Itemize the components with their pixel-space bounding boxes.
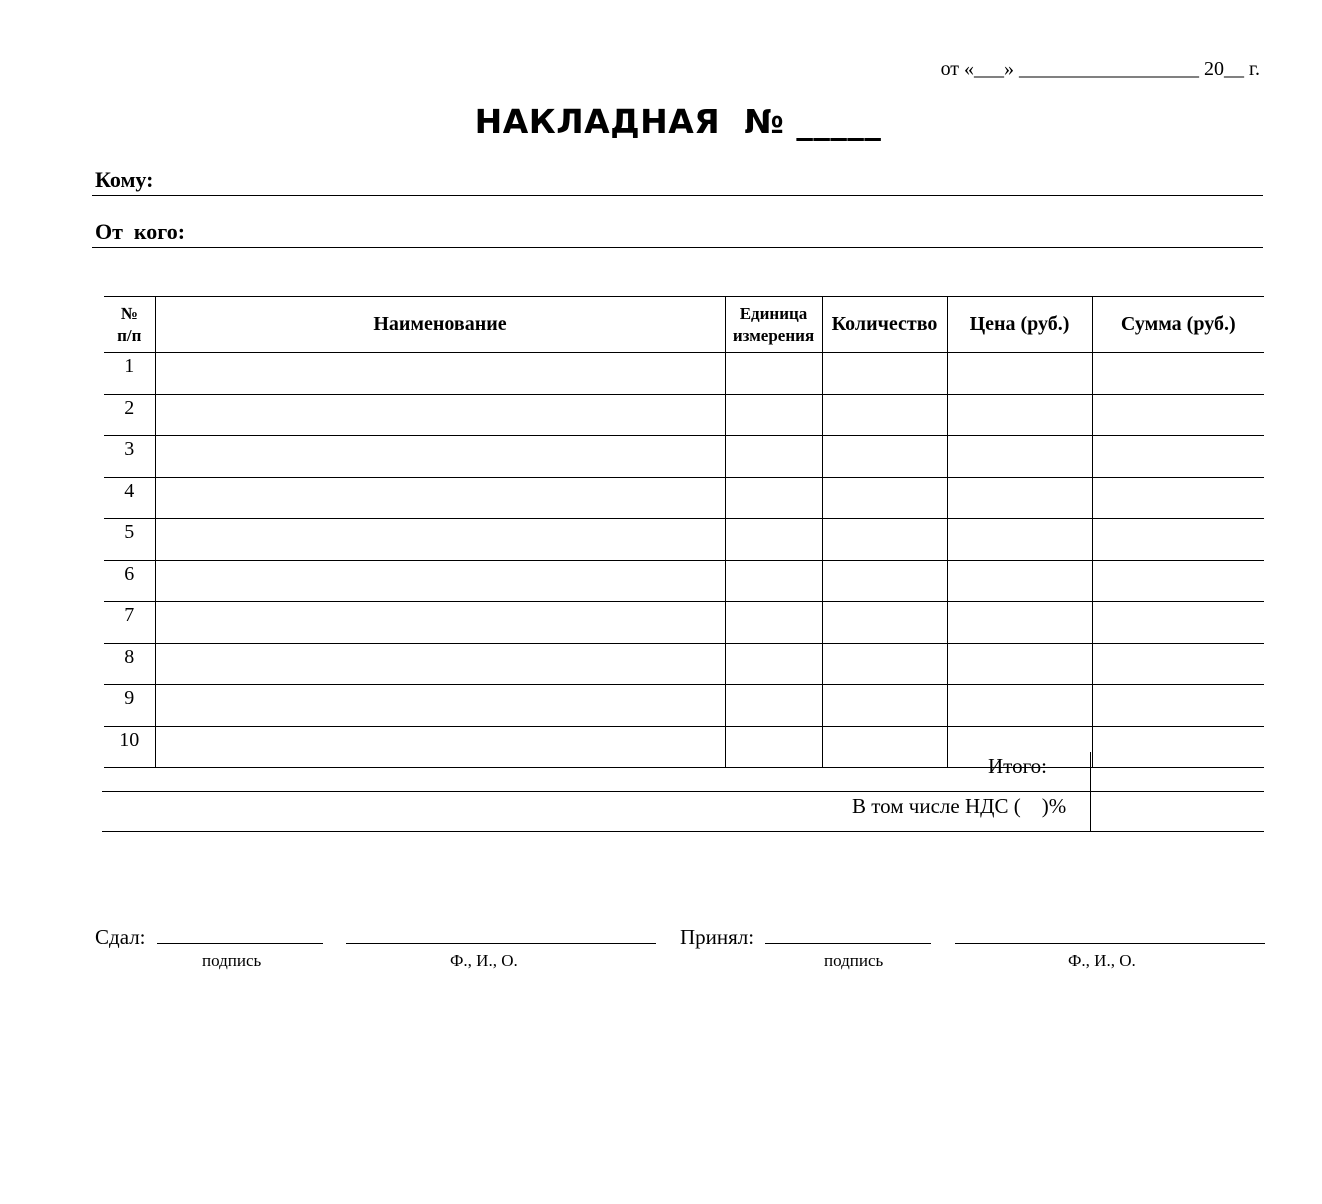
row-unit-cell[interactable] bbox=[725, 519, 822, 561]
document-title: НАКЛАДНАЯ № _____ bbox=[474, 102, 882, 141]
row-sum-cell[interactable] bbox=[1092, 353, 1264, 395]
row-unit-cell[interactable] bbox=[725, 560, 822, 602]
row-quantity-cell[interactable] bbox=[822, 519, 947, 561]
handed-signature-line bbox=[95, 925, 656, 950]
row-sum-cell[interactable] bbox=[1092, 436, 1264, 478]
col-header-price: Цена (руб.) bbox=[947, 297, 1092, 353]
col-unit-line1: Единица bbox=[739, 303, 808, 323]
vat-label: В том числе НДС ( )% bbox=[852, 794, 1067, 818]
row-price-cell[interactable] bbox=[947, 685, 1092, 727]
row-number-cell: 9 bbox=[104, 685, 155, 727]
row-sum-cell[interactable] bbox=[1092, 560, 1264, 602]
table-row bbox=[104, 436, 1264, 478]
accepted-signature-blank[interactable] bbox=[765, 927, 931, 944]
vat-row bbox=[102, 792, 1264, 832]
row-quantity-cell[interactable] bbox=[822, 436, 947, 478]
row-sum-cell[interactable] bbox=[1092, 685, 1264, 727]
row-number-cell: 6 bbox=[104, 560, 155, 602]
table-row bbox=[104, 643, 1264, 685]
row-unit-cell[interactable] bbox=[725, 353, 822, 395]
table-row bbox=[104, 560, 1264, 602]
row-number-cell: 2 bbox=[104, 394, 155, 436]
row-sum-cell[interactable] bbox=[1092, 519, 1264, 561]
items-table bbox=[104, 296, 1264, 768]
row-number-cell: 1 bbox=[104, 353, 155, 395]
col-header-sum: Сумма (руб.) bbox=[1092, 297, 1264, 353]
sender-label: От кого: bbox=[95, 219, 186, 244]
row-number-cell: 10 bbox=[104, 726, 155, 768]
row-quantity-cell[interactable] bbox=[822, 353, 947, 395]
row-quantity-cell[interactable] bbox=[822, 602, 947, 644]
row-name-cell[interactable] bbox=[155, 353, 725, 395]
row-sum-cell[interactable] bbox=[1092, 643, 1264, 685]
col-header-name: Наименование bbox=[155, 297, 725, 353]
handed-signature-blank[interactable] bbox=[157, 927, 323, 944]
handed-label: Сдал: bbox=[95, 925, 146, 949]
total-row bbox=[102, 752, 1264, 792]
row-quantity-cell[interactable] bbox=[822, 394, 947, 436]
row-name-cell[interactable] bbox=[155, 519, 725, 561]
row-price-cell[interactable] bbox=[947, 519, 1092, 561]
totals-block bbox=[102, 752, 1264, 832]
row-name-cell[interactable] bbox=[155, 560, 725, 602]
table-row bbox=[104, 477, 1264, 519]
row-price-cell[interactable] bbox=[947, 643, 1092, 685]
table-header-row bbox=[104, 297, 1264, 353]
row-quantity-cell[interactable] bbox=[822, 560, 947, 602]
col-header-quantity: Количество bbox=[822, 297, 947, 353]
vat-value-cell[interactable] bbox=[1090, 792, 1264, 831]
table-row bbox=[104, 602, 1264, 644]
row-name-cell[interactable] bbox=[155, 394, 725, 436]
row-number-cell: 7 bbox=[104, 602, 155, 644]
row-price-cell[interactable] bbox=[947, 394, 1092, 436]
document-date-line: от «___» __________________ 20__ г. bbox=[940, 58, 1260, 80]
row-name-cell[interactable] bbox=[155, 643, 725, 685]
col-number-line1: № bbox=[120, 303, 138, 323]
row-price-cell[interactable] bbox=[947, 602, 1092, 644]
row-number-cell: 4 bbox=[104, 477, 155, 519]
handed-name-blank[interactable] bbox=[346, 927, 656, 944]
row-quantity-cell[interactable] bbox=[822, 477, 947, 519]
row-name-cell[interactable] bbox=[155, 436, 725, 478]
col-header-unit bbox=[725, 297, 822, 353]
recipient-label: Кому: bbox=[95, 167, 154, 192]
table-row bbox=[104, 394, 1264, 436]
handed-name-caption: Ф., И., О. bbox=[450, 951, 518, 970]
row-number-cell: 5 bbox=[104, 519, 155, 561]
handed-signature-caption: подпись bbox=[202, 951, 262, 970]
row-sum-cell[interactable] bbox=[1092, 477, 1264, 519]
accepted-signature-line bbox=[680, 925, 1265, 950]
row-unit-cell[interactable] bbox=[725, 602, 822, 644]
table-row bbox=[104, 685, 1264, 727]
table-row bbox=[104, 353, 1264, 395]
row-sum-cell[interactable] bbox=[1092, 394, 1264, 436]
table-row bbox=[104, 519, 1264, 561]
row-name-cell[interactable] bbox=[155, 685, 725, 727]
row-quantity-cell[interactable] bbox=[822, 643, 947, 685]
row-name-cell[interactable] bbox=[155, 602, 725, 644]
col-header-number bbox=[104, 297, 155, 353]
row-unit-cell[interactable] bbox=[725, 477, 822, 519]
row-sum-cell[interactable] bbox=[1092, 602, 1264, 644]
row-unit-cell[interactable] bbox=[725, 643, 822, 685]
row-number-cell: 3 bbox=[104, 436, 155, 478]
accepted-label: Принял: bbox=[680, 925, 755, 949]
row-unit-cell[interactable] bbox=[725, 436, 822, 478]
accepted-signature-caption: подпись bbox=[824, 951, 884, 970]
total-label: Итого: bbox=[988, 754, 1047, 778]
col-number-line2: п/п bbox=[117, 325, 142, 345]
row-price-cell[interactable] bbox=[947, 477, 1092, 519]
row-unit-cell[interactable] bbox=[725, 394, 822, 436]
sender-field[interactable] bbox=[92, 211, 1263, 248]
row-name-cell[interactable] bbox=[155, 477, 725, 519]
total-value-cell[interactable] bbox=[1090, 752, 1264, 791]
col-unit-line2: измерения bbox=[732, 325, 815, 345]
recipient-field[interactable] bbox=[92, 159, 1263, 196]
row-price-cell[interactable] bbox=[947, 560, 1092, 602]
row-quantity-cell[interactable] bbox=[822, 685, 947, 727]
accepted-name-caption: Ф., И., О. bbox=[1068, 951, 1136, 970]
row-number-cell: 8 bbox=[104, 643, 155, 685]
row-unit-cell[interactable] bbox=[725, 685, 822, 727]
row-price-cell[interactable] bbox=[947, 436, 1092, 478]
accepted-name-blank[interactable] bbox=[955, 927, 1265, 944]
row-price-cell[interactable] bbox=[947, 353, 1092, 395]
